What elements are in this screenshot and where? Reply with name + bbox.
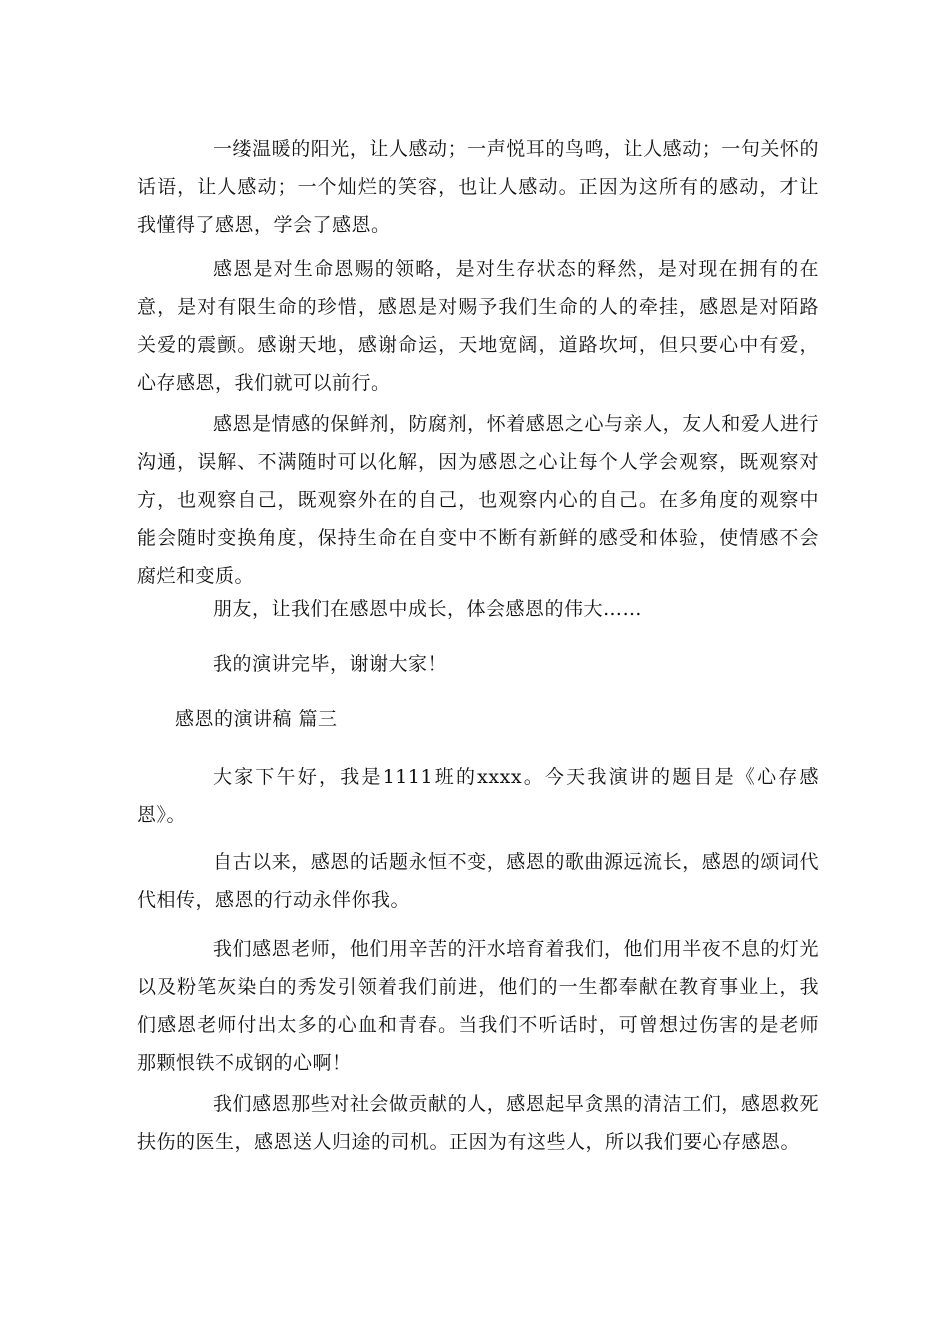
paragraph-5: 我的演讲完毕，谢谢大家！ xyxy=(213,653,448,675)
paragraph-6: 大家下午好，我是1111班的xxxx。今天我演讲的题目是《心存感恩》。 xyxy=(137,766,819,826)
paragraph-2: 感恩是对生命恩赐的领略，是对生存状态的释然，是对现在拥有的在意，是对有限生命的珍惜，感恩是对赐予我们生命的人的牵挂，感恩是对陌路关爱的震颤。感谢天地，感谢命运，天地宽阔，道路坎坷，但只要心中有爱，心存感恩，我们就可以前行。 xyxy=(137,258,819,394)
paragraph-9: 我们感恩那些对社会做贡献的人，感恩起早贪黑的清洁工们，感恩救死扶伤的医生，感恩送人归途的司机。正因为有这些人，所以我们要心存感恩。 xyxy=(137,1093,819,1153)
paragraph-1: 一缕温暖的阳光，让人感动；一声悦耳的鸟鸣，让人感动；一句关怀的话语，让人感动；一个灿烂的笑容，也让人感动。正因为这所有的感动，才让我懂得了感恩，学会了感恩。 xyxy=(137,138,819,236)
paragraph-4: 朋友，让我们在感恩中成长，体会感恩的伟大…… xyxy=(213,598,643,620)
paragraph-7: 自古以来，感恩的话题永恒不变，感恩的歌曲源远流长，感恩的颂词代代相传，感恩的行动永伴你我。 xyxy=(137,851,819,911)
paragraph-8: 我们感恩老师，他们用辛苦的汗水培育着我们，他们用半夜不息的灯光以及粉笔灰染白的秀发引领着我们前进，他们的一生都奉献在教育事业上，我们感恩老师付出太多的心血和青春。当我们不听话时，可曾想过伤害的是老师那颗恨铁不成钢的心啊！ xyxy=(137,938,819,1074)
paragraph-3: 感恩是情感的保鲜剂，防腐剂，怀着感恩之心与亲人，友人和爱人进行沟通，误解、不满随时可以化解，因为感恩之心让每个人学会观察，既观察对方，也观察自己，既观察外在的自己，也观察内心的自己。在多角度的观察中能会随时变换角度，保持生命在自变中不断有新鲜的感受和体验，使情感不会腐烂和变质。 xyxy=(137,413,819,587)
section-heading: 感恩的演讲稿 篇三 xyxy=(175,708,338,730)
